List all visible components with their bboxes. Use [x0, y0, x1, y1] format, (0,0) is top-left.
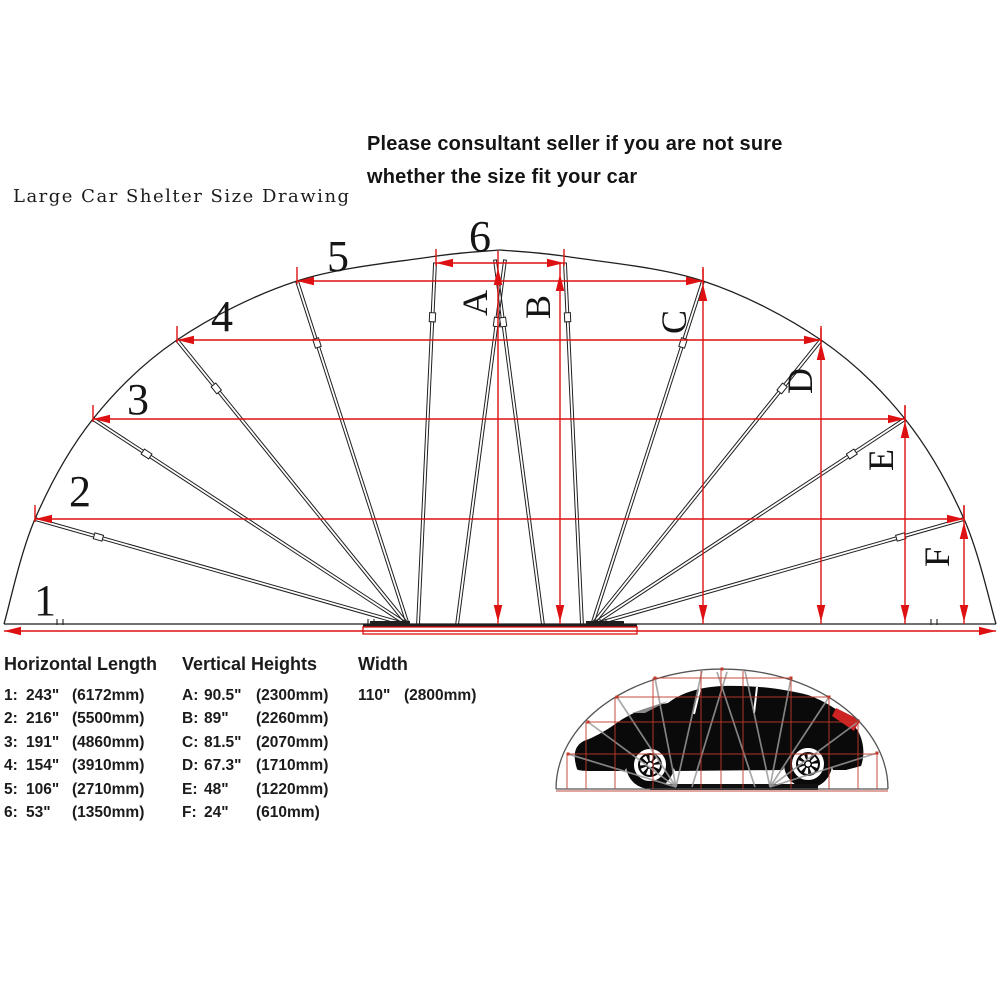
diagram-label-B: B: [518, 294, 558, 320]
diagram-label-A: A: [455, 290, 495, 316]
h-measure-line-4: [177, 326, 821, 344]
h-measure-line-2: [35, 505, 964, 523]
h-measure-line-3: [93, 405, 905, 423]
table-row: D: 67.3" (1710mm): [182, 757, 329, 775]
vertical-heights-table: [182, 654, 328, 824]
frame-structure: [4, 250, 996, 626]
vertical-heights-heading: Vertical Heights: [182, 654, 318, 674]
diagram-label-3: 3: [127, 375, 149, 424]
table-row: C: 81.5" (2070mm): [182, 733, 329, 751]
width-heading: Width: [358, 654, 408, 674]
table-row: 110" (2800mm): [358, 687, 477, 704]
rib: [35, 517, 409, 626]
car-in-shelter-illustration: [556, 668, 888, 792]
table-row: 6: 53" (1350mm): [4, 804, 145, 822]
table-row: 5: 106" (2710mm): [4, 780, 145, 798]
diagram-label-6: 6: [469, 212, 491, 261]
rib: [563, 263, 583, 625]
notice-line-2: whether the size fit your car: [367, 166, 638, 188]
h-measure-line-6: [436, 249, 564, 267]
rib: [417, 263, 437, 625]
notice-line-1: Please consultant seller if you are not sure: [367, 133, 783, 155]
diagram-label-1: 1: [34, 576, 56, 625]
diagram-label-C: C: [654, 309, 694, 335]
width-table: [358, 654, 476, 707]
diagram-label-D: D: [780, 368, 820, 394]
horizontal-length-heading: Horizontal Length: [4, 654, 157, 674]
v-measure-line-C: [699, 269, 708, 624]
diagram-label-2: 2: [69, 467, 91, 516]
diagram-label-5: 5: [327, 232, 349, 281]
rib: [295, 280, 409, 625]
diagram-label-E: E: [861, 449, 901, 471]
table-row: F: 24" (610mm): [182, 804, 320, 822]
table-row: E: 48" (1220mm): [182, 780, 329, 798]
table-row: 2: 216" (5500mm): [4, 710, 145, 728]
rib: [591, 417, 906, 626]
rib: [176, 339, 410, 626]
table-row: 1: 243" (6172mm): [4, 687, 145, 704]
table-row: B: 89" (2260mm): [182, 710, 329, 728]
table-row: A: 90.5" (2300mm): [182, 687, 329, 704]
notice-text: [367, 128, 783, 194]
v-measure-line-F: [960, 506, 969, 624]
table-row: 4: 154" (3910mm): [4, 757, 145, 775]
rib: [92, 417, 409, 626]
diagram-label-F: F: [917, 546, 957, 568]
v-measure-line-E: [901, 406, 910, 624]
page-title: Large Car Shelter Size Drawing: [13, 186, 351, 207]
table-row: 3: 191" (4860mm): [4, 733, 145, 751]
horizontal-length-table: [4, 654, 157, 824]
rib: [592, 517, 965, 626]
diagram-label-4: 4: [211, 292, 233, 341]
